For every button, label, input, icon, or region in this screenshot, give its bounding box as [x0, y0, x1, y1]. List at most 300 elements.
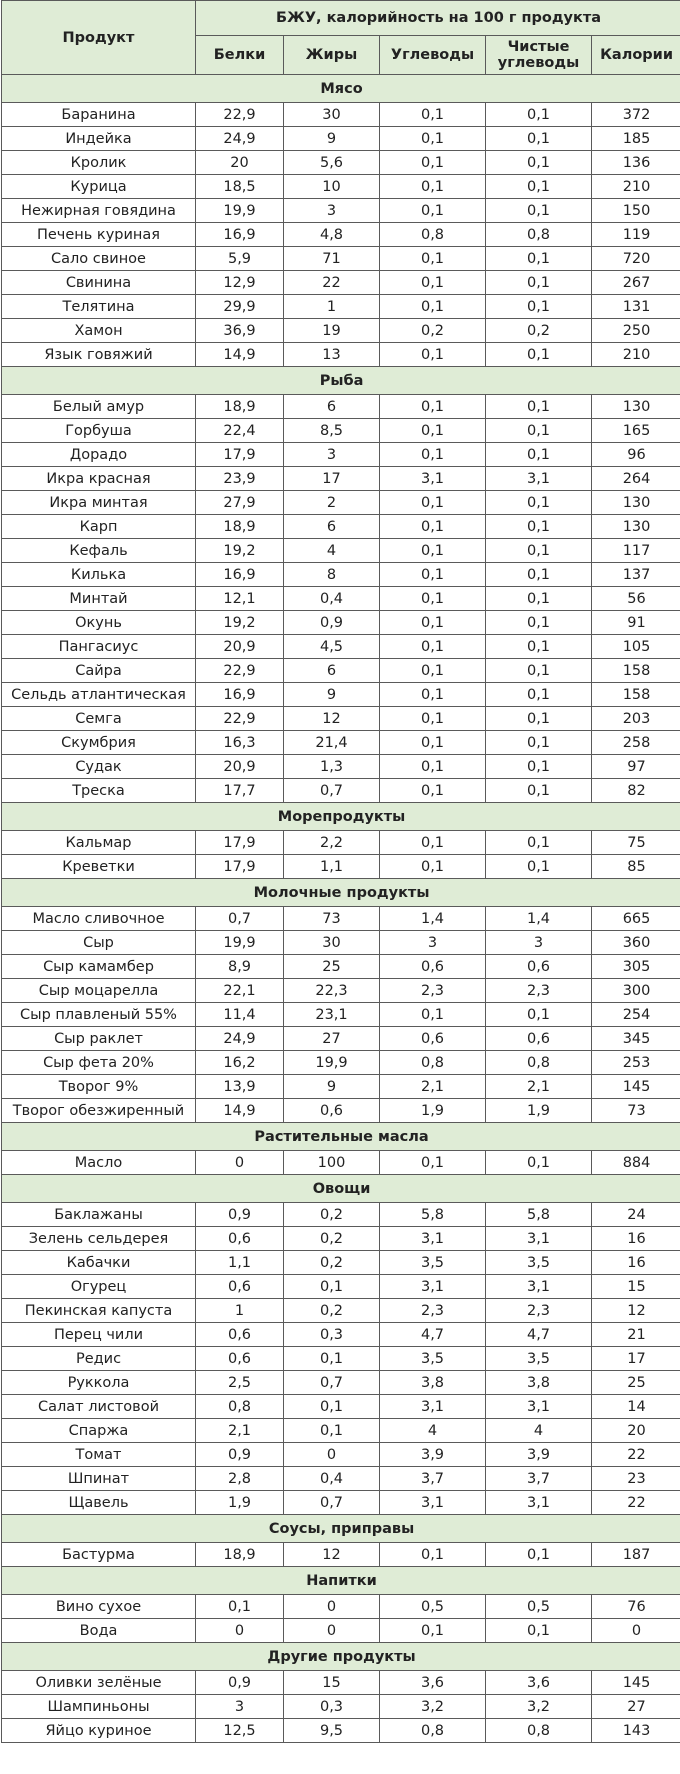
fat-cell: 4,5 — [284, 635, 380, 659]
table-row — [2, 1719, 680, 1743]
fat-cell: 17 — [284, 467, 380, 491]
calories-cell: 253 — [592, 1051, 680, 1075]
nutrition-table — [1, 0, 680, 1743]
product-name-cell: Белый амур — [2, 395, 196, 419]
calories-cell: 884 — [592, 1151, 680, 1175]
table-row — [2, 659, 680, 683]
table-body — [2, 75, 680, 1743]
protein-cell: 16,3 — [196, 731, 284, 755]
carbs-cell: 0,1 — [380, 731, 486, 755]
product-name-cell: Кабачки — [2, 1251, 196, 1275]
table-row — [2, 1467, 680, 1491]
net-carbs-cell: 0,1 — [486, 199, 592, 223]
protein-cell: 0,6 — [196, 1347, 284, 1371]
carbs-cell: 0,2 — [380, 319, 486, 343]
table-row — [2, 707, 680, 731]
table-row — [2, 127, 680, 151]
fat-cell: 6 — [284, 515, 380, 539]
product-name-cell: Томат — [2, 1443, 196, 1467]
carbs-cell: 0,1 — [380, 1619, 486, 1643]
carbs-cell: 3,2 — [380, 1695, 486, 1719]
table-row — [2, 1595, 680, 1619]
net-carbs-cell: 3,8 — [486, 1371, 592, 1395]
protein-cell: 17,7 — [196, 779, 284, 803]
calories-cell: 22 — [592, 1491, 680, 1515]
carbs-cell: 0,1 — [380, 103, 486, 127]
carbs-cell: 0,1 — [380, 635, 486, 659]
net-carbs-cell: 0,1 — [486, 659, 592, 683]
table-row — [2, 151, 680, 175]
table-row — [2, 343, 680, 367]
category-row — [2, 1175, 680, 1203]
calories-cell: 210 — [592, 175, 680, 199]
protein-cell: 0,6 — [196, 1323, 284, 1347]
carbs-cell: 0,8 — [380, 1719, 486, 1743]
table-row — [2, 1695, 680, 1719]
table-row — [2, 1275, 680, 1299]
protein-cell: 0,9 — [196, 1203, 284, 1227]
table-row — [2, 1671, 680, 1695]
carbs-cell: 3,1 — [380, 1227, 486, 1251]
fat-cell: 6 — [284, 395, 380, 419]
protein-cell: 0,7 — [196, 907, 284, 931]
carbs-cell: 3,8 — [380, 1371, 486, 1395]
calories-cell: 12 — [592, 1299, 680, 1323]
fat-cell: 19,9 — [284, 1051, 380, 1075]
fat-cell: 1,1 — [284, 855, 380, 879]
calories-cell: 158 — [592, 683, 680, 707]
net-carbs-cell: 5,8 — [486, 1203, 592, 1227]
product-name-cell: Скумбрия — [2, 731, 196, 755]
carbs-cell: 0,1 — [380, 515, 486, 539]
product-name-cell: Зелень сельдерея — [2, 1227, 196, 1251]
carbs-cell: 0,1 — [380, 855, 486, 879]
table-row — [2, 611, 680, 635]
fat-cell: 0 — [284, 1619, 380, 1643]
net-carbs-cell: 0,1 — [486, 127, 592, 151]
protein-cell: 12,5 — [196, 1719, 284, 1743]
calories-cell: 27 — [592, 1695, 680, 1719]
table-row — [2, 1051, 680, 1075]
product-name-cell: Семга — [2, 707, 196, 731]
carbs-cell: 2,1 — [380, 1075, 486, 1099]
fat-cell: 25 — [284, 955, 380, 979]
net-carbs-cell: 2,3 — [486, 1299, 592, 1323]
calories-cell: 16 — [592, 1227, 680, 1251]
carbs-cell: 1,9 — [380, 1099, 486, 1123]
carbs-cell: 1,4 — [380, 907, 486, 931]
table-row — [2, 1419, 680, 1443]
calories-cell: 130 — [592, 395, 680, 419]
table-row — [2, 731, 680, 755]
carbs-column-header: Углеводы — [380, 36, 486, 75]
table-row — [2, 103, 680, 127]
fat-cell: 0,4 — [284, 587, 380, 611]
calories-cell: 56 — [592, 587, 680, 611]
table-row — [2, 271, 680, 295]
table-row — [2, 1299, 680, 1323]
table-row — [2, 587, 680, 611]
protein-cell: 2,8 — [196, 1467, 284, 1491]
calories-cell: 145 — [592, 1075, 680, 1099]
protein-cell: 17,9 — [196, 855, 284, 879]
table-row — [2, 175, 680, 199]
calories-cell: 720 — [592, 247, 680, 271]
net-carbs-cell: 0,1 — [486, 419, 592, 443]
protein-cell: 3 — [196, 1695, 284, 1719]
net-carbs-cell: 2,3 — [486, 979, 592, 1003]
carbs-cell: 0,8 — [380, 223, 486, 247]
protein-cell: 16,9 — [196, 683, 284, 707]
carbs-cell: 3,5 — [380, 1347, 486, 1371]
protein-cell: 0 — [196, 1619, 284, 1643]
carbs-cell: 0,6 — [380, 1027, 486, 1051]
calories-cell: 264 — [592, 467, 680, 491]
fat-cell: 15 — [284, 1671, 380, 1695]
table-row — [2, 1371, 680, 1395]
net-carbs-column-header: Чистые углеводы — [486, 36, 592, 75]
product-name-cell: Кефаль — [2, 539, 196, 563]
fat-cell: 0,6 — [284, 1099, 380, 1123]
calories-cell: 82 — [592, 779, 680, 803]
carbs-cell: 0,1 — [380, 199, 486, 223]
product-name-cell: Сало свиное — [2, 247, 196, 271]
calories-cell: 203 — [592, 707, 680, 731]
protein-cell: 0,8 — [196, 1395, 284, 1419]
calories-cell: 300 — [592, 979, 680, 1003]
protein-cell: 17,9 — [196, 831, 284, 855]
table-row — [2, 395, 680, 419]
category-title: Рыба — [2, 367, 680, 395]
table-row — [2, 979, 680, 1003]
carbs-cell: 3,1 — [380, 1491, 486, 1515]
carbs-cell: 5,8 — [380, 1203, 486, 1227]
fat-cell: 1 — [284, 295, 380, 319]
fat-cell: 0,2 — [284, 1203, 380, 1227]
net-carbs-cell: 0,1 — [486, 707, 592, 731]
category-row — [2, 803, 680, 831]
net-carbs-cell: 3,1 — [486, 467, 592, 491]
product-name-cell: Кальмар — [2, 831, 196, 855]
calories-cell: 145 — [592, 1671, 680, 1695]
protein-cell: 19,2 — [196, 539, 284, 563]
calories-cell: 665 — [592, 907, 680, 931]
protein-cell: 20,9 — [196, 635, 284, 659]
fat-cell: 27 — [284, 1027, 380, 1051]
net-carbs-cell: 3,2 — [486, 1695, 592, 1719]
carbs-cell: 0,1 — [380, 539, 486, 563]
net-carbs-cell: 0,1 — [486, 587, 592, 611]
calories-cell: 360 — [592, 931, 680, 955]
protein-cell: 0,1 — [196, 1595, 284, 1619]
product-name-cell: Масло сливочное — [2, 907, 196, 931]
calories-cell: 14 — [592, 1395, 680, 1419]
table-row — [2, 1251, 680, 1275]
carbs-cell: 0,1 — [380, 659, 486, 683]
net-carbs-cell: 4 — [486, 1419, 592, 1443]
net-carbs-cell: 3,7 — [486, 1467, 592, 1491]
fat-cell: 0,2 — [284, 1227, 380, 1251]
category-title: Напитки — [2, 1567, 680, 1595]
carbs-cell: 0,1 — [380, 1003, 486, 1027]
carbs-cell: 3 — [380, 931, 486, 955]
table-row — [2, 443, 680, 467]
carbs-cell: 0,1 — [380, 831, 486, 855]
protein-cell: 17,9 — [196, 443, 284, 467]
net-carbs-cell: 0,6 — [486, 955, 592, 979]
table-row — [2, 1203, 680, 1227]
net-carbs-cell: 0,1 — [486, 779, 592, 803]
protein-cell: 27,9 — [196, 491, 284, 515]
protein-cell: 0,6 — [196, 1227, 284, 1251]
carbs-cell: 3,5 — [380, 1251, 486, 1275]
net-carbs-cell: 0,1 — [486, 343, 592, 367]
carbs-cell: 3,6 — [380, 1671, 486, 1695]
calories-cell: 17 — [592, 1347, 680, 1371]
calories-cell: 21 — [592, 1323, 680, 1347]
table-row — [2, 931, 680, 955]
protein-cell: 13,9 — [196, 1075, 284, 1099]
calories-cell: 0 — [592, 1619, 680, 1643]
product-name-cell: Телятина — [2, 295, 196, 319]
table-row — [2, 1543, 680, 1567]
carbs-cell: 0,1 — [380, 779, 486, 803]
category-row — [2, 1515, 680, 1543]
fat-cell: 0,9 — [284, 611, 380, 635]
product-name-cell: Печень куриная — [2, 223, 196, 247]
product-name-cell: Креветки — [2, 855, 196, 879]
product-name-cell: Икра красная — [2, 467, 196, 491]
category-title: Другие продукты — [2, 1643, 680, 1671]
category-title: Морепродукты — [2, 803, 680, 831]
net-carbs-cell: 3,1 — [486, 1491, 592, 1515]
calories-cell: 23 — [592, 1467, 680, 1491]
product-name-cell: Хамон — [2, 319, 196, 343]
protein-cell: 18,9 — [196, 515, 284, 539]
product-name-cell: Яйцо куриное — [2, 1719, 196, 1743]
carbs-cell: 0,6 — [380, 955, 486, 979]
protein-cell: 0 — [196, 1151, 284, 1175]
net-carbs-cell: 2,1 — [486, 1075, 592, 1099]
calories-cell: 250 — [592, 319, 680, 343]
protein-cell: 22,9 — [196, 103, 284, 127]
net-carbs-cell: 0,8 — [486, 1051, 592, 1075]
protein-cell: 18,9 — [196, 1543, 284, 1567]
net-carbs-cell: 0,6 — [486, 1027, 592, 1051]
category-row — [2, 367, 680, 395]
net-carbs-cell: 0,1 — [486, 731, 592, 755]
carbs-cell: 0,1 — [380, 419, 486, 443]
calories-cell: 91 — [592, 611, 680, 635]
net-carbs-cell: 3,1 — [486, 1227, 592, 1251]
net-carbs-cell: 0,2 — [486, 319, 592, 343]
fat-cell: 0,1 — [284, 1395, 380, 1419]
protein-cell: 0,6 — [196, 1275, 284, 1299]
protein-cell: 24,9 — [196, 127, 284, 151]
net-carbs-cell: 0,1 — [486, 683, 592, 707]
product-name-cell: Вино сухое — [2, 1595, 196, 1619]
fat-cell: 0,3 — [284, 1695, 380, 1719]
fat-cell: 2,2 — [284, 831, 380, 855]
carbs-cell: 0,1 — [380, 1543, 486, 1567]
fat-cell: 0,1 — [284, 1275, 380, 1299]
table-row — [2, 1491, 680, 1515]
table-row — [2, 635, 680, 659]
fat-cell: 3 — [284, 199, 380, 223]
protein-cell: 19,2 — [196, 611, 284, 635]
carbs-cell: 0,1 — [380, 587, 486, 611]
fat-cell: 12 — [284, 1543, 380, 1567]
fat-cell: 30 — [284, 103, 380, 127]
carbs-cell: 3,7 — [380, 1467, 486, 1491]
product-name-cell: Оливки зелёные — [2, 1671, 196, 1695]
calories-cell: 187 — [592, 1543, 680, 1567]
table-row — [2, 295, 680, 319]
calories-cell: 185 — [592, 127, 680, 151]
net-carbs-cell: 0,1 — [486, 1003, 592, 1027]
product-name-cell: Баранина — [2, 103, 196, 127]
protein-cell: 12,1 — [196, 587, 284, 611]
fat-cell: 21,4 — [284, 731, 380, 755]
product-name-cell: Сыр моцарелла — [2, 979, 196, 1003]
product-name-cell: Спаржа — [2, 1419, 196, 1443]
product-name-cell: Треска — [2, 779, 196, 803]
table-row — [2, 683, 680, 707]
calories-cell: 130 — [592, 515, 680, 539]
protein-cell: 5,9 — [196, 247, 284, 271]
table-row — [2, 779, 680, 803]
table-row — [2, 755, 680, 779]
protein-cell: 22,9 — [196, 659, 284, 683]
fat-cell: 0 — [284, 1443, 380, 1467]
product-name-cell: Перец чили — [2, 1323, 196, 1347]
fat-cell: 8 — [284, 563, 380, 587]
carbs-cell: 0,5 — [380, 1595, 486, 1619]
carbs-cell: 0,1 — [380, 491, 486, 515]
fat-cell: 9 — [284, 683, 380, 707]
table-row — [2, 1347, 680, 1371]
carbs-cell: 0,1 — [380, 395, 486, 419]
net-carbs-cell: 0,1 — [486, 395, 592, 419]
product-name-cell: Сыр камамбер — [2, 955, 196, 979]
calories-cell: 75 — [592, 831, 680, 855]
fat-cell: 10 — [284, 175, 380, 199]
fat-cell: 71 — [284, 247, 380, 271]
protein-cell: 2,5 — [196, 1371, 284, 1395]
fat-cell: 4 — [284, 539, 380, 563]
calories-cell: 131 — [592, 295, 680, 319]
fat-cell: 2 — [284, 491, 380, 515]
calories-cell: 85 — [592, 855, 680, 879]
protein-cell: 1,1 — [196, 1251, 284, 1275]
product-name-cell: Сыр фета 20% — [2, 1051, 196, 1075]
calories-cell: 97 — [592, 755, 680, 779]
fat-cell: 6 — [284, 659, 380, 683]
net-carbs-cell: 0,8 — [486, 223, 592, 247]
fat-cell: 9,5 — [284, 1719, 380, 1743]
calories-cell: 254 — [592, 1003, 680, 1027]
product-name-cell: Бастурма — [2, 1543, 196, 1567]
product-name-cell: Руккола — [2, 1371, 196, 1395]
calories-cell: 258 — [592, 731, 680, 755]
category-row — [2, 1123, 680, 1151]
calories-cell: 165 — [592, 419, 680, 443]
net-carbs-cell: 0,1 — [486, 1619, 592, 1643]
protein-cell: 22,1 — [196, 979, 284, 1003]
product-name-cell: Огурец — [2, 1275, 196, 1299]
carbs-cell: 0,8 — [380, 1051, 486, 1075]
calories-cell: 305 — [592, 955, 680, 979]
net-carbs-cell: 1,4 — [486, 907, 592, 931]
protein-cell: 19,9 — [196, 931, 284, 955]
net-carbs-cell: 4,7 — [486, 1323, 592, 1347]
carbs-cell: 0,1 — [380, 611, 486, 635]
carbs-cell: 0,1 — [380, 443, 486, 467]
product-name-cell: Курица — [2, 175, 196, 199]
table-row — [2, 223, 680, 247]
net-carbs-cell: 0,1 — [486, 611, 592, 635]
calories-cell: 76 — [592, 1595, 680, 1619]
calories-cell: 73 — [592, 1099, 680, 1123]
fat-cell: 0,1 — [284, 1347, 380, 1371]
net-carbs-cell: 3,5 — [486, 1347, 592, 1371]
net-carbs-cell: 0,1 — [486, 491, 592, 515]
protein-cell: 20 — [196, 151, 284, 175]
category-title: Овощи — [2, 1175, 680, 1203]
protein-cell: 2,1 — [196, 1419, 284, 1443]
fat-cell: 30 — [284, 931, 380, 955]
product-name-cell: Сыр плавленый 55% — [2, 1003, 196, 1027]
carbs-cell: 3,1 — [380, 1275, 486, 1299]
table-row — [2, 1227, 680, 1251]
table-row — [2, 1395, 680, 1419]
product-name-cell: Творог обезжиренный — [2, 1099, 196, 1123]
fat-cell: 22 — [284, 271, 380, 295]
product-name-cell: Нежирная говядина — [2, 199, 196, 223]
product-name-cell: Минтай — [2, 587, 196, 611]
calories-cell: 22 — [592, 1443, 680, 1467]
fat-cell: 0,2 — [284, 1299, 380, 1323]
table-row — [2, 955, 680, 979]
fat-cell: 12 — [284, 707, 380, 731]
carbs-cell: 0,1 — [380, 683, 486, 707]
table-row — [2, 1075, 680, 1099]
table-row — [2, 1099, 680, 1123]
category-title: Растительные масла — [2, 1123, 680, 1151]
fat-cell: 0,1 — [284, 1419, 380, 1443]
carbs-cell: 0,1 — [380, 247, 486, 271]
net-carbs-cell: 3,1 — [486, 1395, 592, 1419]
protein-cell: 11,4 — [196, 1003, 284, 1027]
net-carbs-cell: 0,1 — [486, 295, 592, 319]
carbs-cell: 0,1 — [380, 707, 486, 731]
product-name-cell: Салат листовой — [2, 1395, 196, 1419]
fat-cell: 1,3 — [284, 755, 380, 779]
calories-cell: 150 — [592, 199, 680, 223]
protein-cell: 14,9 — [196, 343, 284, 367]
net-carbs-cell: 0,8 — [486, 1719, 592, 1743]
table-row — [2, 491, 680, 515]
product-name-cell: Шпинат — [2, 1467, 196, 1491]
protein-cell: 12,9 — [196, 271, 284, 295]
fat-cell: 9 — [284, 1075, 380, 1099]
carbs-cell: 0,1 — [380, 755, 486, 779]
table-row — [2, 563, 680, 587]
calories-cell: 267 — [592, 271, 680, 295]
calories-cell: 105 — [592, 635, 680, 659]
net-carbs-cell: 3,1 — [486, 1275, 592, 1299]
net-carbs-cell: 0,1 — [486, 855, 592, 879]
